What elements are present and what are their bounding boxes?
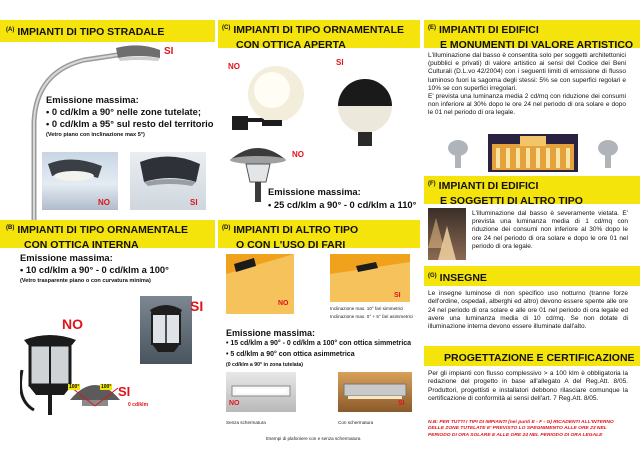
section-d-no-label: NO <box>278 300 289 307</box>
section-c-tag: (C) <box>222 25 231 32</box>
section-h-body: Per gli impianti con flusso complessivo > a 100 klm è obbligatoria la redazione del progetto in base all'allegato A del Reg.Att. 8/05. Produttori, progettisti e installatori debbono rilasciare comunque la certificazione di conformità ai sensi dell'art. 7 Reg.Att. 8/05. <box>428 370 628 402</box>
section-b-angle-100a: 100° <box>69 384 80 390</box>
section-g-title: INSEGNE <box>439 272 487 284</box>
section-d-title-1: IMPIANTI DI ALTRO TIPO <box>233 224 359 236</box>
section-f-header <box>428 178 583 208</box>
section-a-note: (Vetro piano con inclinazione max 5°) <box>46 132 145 138</box>
section-b-no-label: NO <box>62 316 83 332</box>
section-a-line1: • 0 cd/klm a 90° nelle zone tutelate; <box>46 106 201 117</box>
globe-lamp-illustration <box>228 58 308 138</box>
section-b-title-1: IMPIANTI DI TIPO ORNAMENTALE <box>17 224 189 236</box>
section-e-header <box>428 22 633 52</box>
section-a-line2: • 0 cd/klm a 95° sul resto del territorio <box>46 118 214 129</box>
section-b-title-2: CON OTTICA INTERNA <box>24 239 139 251</box>
section-e-tag: (E) <box>428 25 436 32</box>
section-a-tag: (A) <box>6 27 15 34</box>
section-d-si-label-2: SI <box>398 400 405 407</box>
section-b-angle-100b: 100° <box>101 384 112 390</box>
section-d-footer: Esempi di plafoniere con e senza schermatura <box>266 436 361 441</box>
section-b-si-label-2: SI <box>118 384 131 399</box>
section-e-body-p1: L'illuminazione dal basso è consentita solo per soggetti architettonici (pubblici e privati) di valore artistico ai sensi del Codice dei Beni Culturali (D.L.vo 42/2004) con i seguenti limiti di emissione di flusso luminoso fuori la sagoma degli stessi: 5% se con superfici regolari e 10% se con superfici irregolari. <box>428 52 626 92</box>
section-h-header <box>444 350 635 365</box>
section-c-si-label: SI <box>336 58 344 67</box>
section-e-title-2: E MONUMENTI DI VALORE ARTISTICO <box>440 39 634 51</box>
section-b-emissione: Emissione massima: <box>20 252 113 263</box>
section-d-no-label-2: NO <box>229 400 240 407</box>
section-f-body: L'illuminazione dal basso è severamente vietata. E' prevista una luminanza media di 1 cd/mq con riduzione dei consumi non inferiore al 30% dopo le ore 24 nel periodo di ora solare e dopo le ore 01 nel periodo di ora legale. <box>472 210 628 250</box>
section-d-cap2: Inclinazione max. 0° + 5° fari asimmetrici <box>330 314 413 319</box>
section-g-header <box>428 270 487 285</box>
section-d-si-label: SI <box>394 292 401 299</box>
section-e-body-p2: E' prevista una luminanza media 2 cd/mq con riduzione dei consumi non inferiore al 30% dopo le ore 24 nel periodo di ora solare e dopo le 01 nel periodo di ora legale. <box>428 93 626 117</box>
section-f-photo <box>428 208 466 260</box>
section-f-tag: (F) <box>428 181 436 188</box>
section-b-header <box>6 222 188 252</box>
section-d-line1: • 15 cd/klm a 90° - 0 cd/klm a 100° con ottica simmetrica <box>226 340 412 347</box>
section-a-no-label: NO <box>98 198 110 207</box>
section-b-photo-si <box>140 296 192 364</box>
section-d-cap3: Senza schermatura <box>226 420 266 425</box>
section-g-body: Le insegne luminose di non specifico uso notturno (tranne forze dell'ordine, ospedali, alberghi ed altro) devono essere spente alle ore 24 nel periodo di ora solare e alle ore 01 nel periodo di ora legale ed avere una luminanza media di 10 cd/mq. Se non dotate di illuminazione interna devono essere illuminate dall'alto. <box>428 290 628 331</box>
section-c-header <box>222 22 404 52</box>
section-a-header <box>6 24 164 39</box>
section-b-si-label: SI <box>190 298 204 314</box>
section-c-no-label: NO <box>228 62 240 71</box>
section-c-title-2: CON OTTICA APERTA <box>236 39 346 51</box>
section-b-note: (Vetro trasparente piano o con curvatura minima) <box>20 278 151 284</box>
section-a-si-label: SI <box>190 198 198 207</box>
section-d-note: (0 cd/klm a 90° in zona tutelata) <box>226 362 304 368</box>
section-g-tag: (G) <box>428 273 437 280</box>
section-b-line1: • 10 cd/klm a 90° - 0 cd/klm a 100° <box>20 264 169 275</box>
section-d-cap4: Con schermatura <box>338 420 374 425</box>
section-a-si-top: SI <box>164 46 174 57</box>
section-d-emissione: Emissione massima: <box>226 328 316 338</box>
section-a-emissione: Emissione massima: <box>46 94 139 105</box>
section-h-title: PROGETTAZIONE E CERTIFICAZIONE <box>444 352 635 364</box>
section-e-body <box>428 52 626 118</box>
section-b-angle-0: 0 cd/klm <box>128 402 149 408</box>
section-d-title-2: O CON L'USO DI FARI <box>236 239 346 251</box>
section-a-title: IMPIANTI DI TIPO STRADALE <box>17 26 165 38</box>
section-d-cap1: Inclinazione max. 10° fari simmetrici <box>330 306 404 311</box>
section-c-line1: • 25 cd/klm a 90° - 0 cd/klm a 110° <box>268 199 417 210</box>
section-c-no-label-2: NO <box>292 150 304 159</box>
section-h-nb: N.B: PER TUTTI I TIPI DI IMPIANTI (nei punti E - F - G) RICADENTI ALL'INTERNO DELLE ZONE TUTELATE E' PREVISTO LO SPEGNIMENTO ALLE ORE 23 NEL PERIODO DI ORA SOLARE E ALLE ORE 24 NEL PERIODO DI ORA LEGALE <box>428 420 614 438</box>
section-d-header <box>222 222 358 252</box>
section-d-tag: (D) <box>222 225 231 232</box>
section-c-title-1: IMPIANTI DI TIPO ORNAMENTALE <box>233 24 405 36</box>
section-e-title-1: IMPIANTI DI EDIFICI <box>439 24 539 36</box>
section-f-title-2: E SOGGETTI DI ALTRO TIPO <box>440 195 583 207</box>
monument-photo <box>438 130 628 174</box>
section-c-emissione: Emissione massima: <box>268 186 361 197</box>
section-d-line2: • 5 cd/klm a 90° con ottica asimmetrica <box>226 351 355 358</box>
capped-globe-illustration <box>330 68 400 148</box>
section-b-tag: (B) <box>6 225 15 232</box>
section-f-title-1: IMPIANTI DI EDIFICI <box>438 180 539 192</box>
